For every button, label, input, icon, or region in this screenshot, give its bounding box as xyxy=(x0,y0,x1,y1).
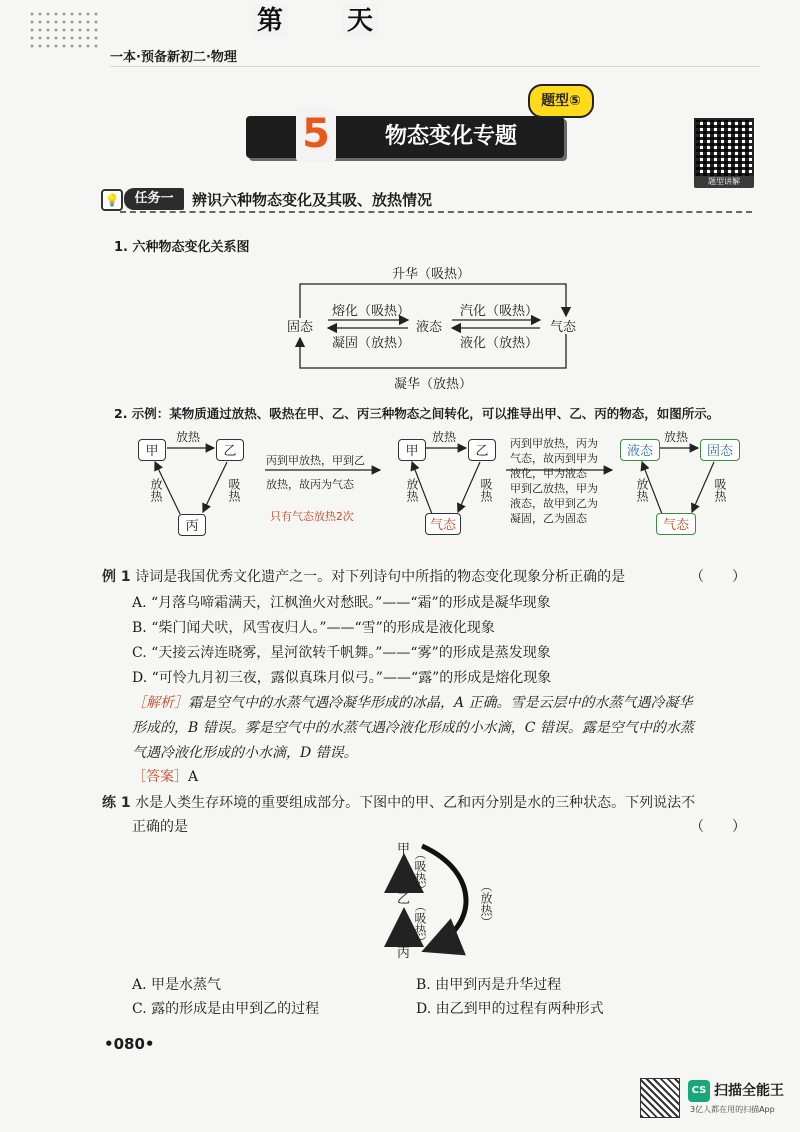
d1-node-b: 乙 xyxy=(216,439,244,461)
practice1-option-d: D. 由乙到甲的过程有两种形式 xyxy=(416,1001,604,1017)
scanner-slogan: 3亿人都在用的扫描App xyxy=(690,1105,775,1114)
fig-label-right: （放热） xyxy=(479,880,493,928)
analysis-text: 霜是空气中的水蒸气遇冷凝华形成的冰晶，A 正确。雪是云层中的水蒸气遇冷凝华 xyxy=(188,695,693,711)
note-line: 液态，故甲到乙为 xyxy=(510,497,598,510)
fig-node-top: 甲 xyxy=(397,842,411,857)
d1-right-label: 吸热 xyxy=(227,478,241,502)
d3-left-label: 放热 xyxy=(635,478,649,502)
d2-right-arrow xyxy=(458,462,480,512)
d2-node-b: 乙 xyxy=(468,439,496,461)
reasoning-note-2: 放热，故丙为气态 xyxy=(266,478,354,491)
d3-node-c: 气态 xyxy=(656,513,696,535)
day-number: 5 xyxy=(296,106,336,162)
reasoning-notes xyxy=(510,436,598,526)
d2-top-label: 放热 xyxy=(432,430,457,444)
fig-label-left-upper: （吸热） xyxy=(413,848,427,896)
example1-option-b: B. “柴门闻犬吠，风雪夜归人。”——“雪”的形成是液化现象 xyxy=(132,620,495,636)
deposition-label: 凝华（放热） xyxy=(394,377,473,392)
practice1-question: 水是人类生存环境的重要组成部分。下图中的甲、乙和丙分别是水的三种状态。下列说法不 xyxy=(135,795,696,811)
example1-option-d: D. “可怜九月初三夜，露似真珠月似弓。”——“露”的形成是熔化现象 xyxy=(132,670,552,686)
analysis-line-2: 形成的，B 错误。雾是空气中的水蒸气遇冷液化形成的小水滴，C 错误。露是空气中的水蒸 xyxy=(132,720,694,736)
type-badge: 题型⑤ xyxy=(528,84,594,118)
d2-right-label: 吸热 xyxy=(479,478,493,502)
d1-top-label: 放热 xyxy=(176,430,201,444)
scanner-logo: CS xyxy=(688,1080,710,1102)
practice1-label: 练 1 xyxy=(102,795,131,811)
answer-tag: ［答案］ xyxy=(132,769,188,785)
d1-left-label: 放热 xyxy=(149,478,163,502)
section1-heading: 1. 六种物态变化关系图 xyxy=(114,240,250,255)
task-title: 辨识六种物态变化及其吸、放热情况 xyxy=(192,191,433,209)
reasoning-note-3: 只有气态放热2次 xyxy=(270,510,354,523)
d1-node-c: 丙 xyxy=(178,514,206,536)
example1-stem xyxy=(102,566,625,586)
d3-right-label: 吸热 xyxy=(713,478,727,502)
scanner-qr-code xyxy=(640,1078,680,1118)
answer-value: A xyxy=(188,769,199,785)
d1-right-arrow xyxy=(203,462,227,512)
day-suffix: 天 xyxy=(342,4,378,38)
d3-top-label: 放热 xyxy=(664,430,689,444)
note-line: 丙到甲放热，丙为 xyxy=(510,437,598,450)
freeze-label: 凝固（放热） xyxy=(332,336,411,351)
analysis-line-3: 气遇冷液化形成的小水滴，D 错误。 xyxy=(132,745,358,761)
answer-line xyxy=(132,766,198,786)
book-header: 一本·预备新初二·物理 xyxy=(110,50,237,65)
note-line: 甲到乙放热，甲为 xyxy=(510,482,598,495)
melt-label: 熔化（吸热） xyxy=(332,304,411,319)
d2-node-c: 气态 xyxy=(425,513,461,535)
practice1-stem-2: 正确的是 xyxy=(132,819,188,835)
day-prefix: 第 xyxy=(252,4,288,38)
analysis-line-1 xyxy=(132,692,693,712)
note-line: 气态，故丙到甲为 xyxy=(510,452,598,465)
note-line: 凝固，乙为固态 xyxy=(510,512,587,525)
page-title: 物态变化专题 xyxy=(385,124,518,149)
note-line: 液化，甲为液态 xyxy=(510,467,587,480)
gas-label: 气态 xyxy=(550,320,577,335)
vaporize-label: 汽化（吸热） xyxy=(460,304,539,319)
solid-label: 固态 xyxy=(287,320,314,335)
practice1-option-b: B. 由甲到丙是升华过程 xyxy=(416,977,562,993)
d1-node-a: 甲 xyxy=(138,439,166,461)
sublimation-label: 升华（吸热） xyxy=(392,267,471,282)
fig-node-bottom: 丙 xyxy=(397,946,411,961)
liquid-label: 液态 xyxy=(416,320,443,335)
task-tag: 任务一 xyxy=(124,188,184,210)
lightbulb-icon: 💡 xyxy=(101,189,123,211)
example1-question: 诗词是我国优秀文化遗产之一。对下列诗句中所指的物态变化现象分析正确的是 xyxy=(135,569,626,585)
example1-label: 例 1 xyxy=(102,569,131,585)
fig-node-mid: 乙 xyxy=(397,892,411,907)
section2-heading: 2. 示例：某物质通过放热、吸热在甲、乙、丙三种物态之间转化，可以推导出甲、乙、丙的物态，如图所示。 xyxy=(114,406,720,421)
reasoning-note-1: 丙到甲放热，甲到乙 xyxy=(266,454,365,467)
example1-bracket: （ ） xyxy=(690,569,746,585)
analysis-tag: ［解析］ xyxy=(132,695,188,711)
d2-left-label: 放热 xyxy=(405,478,419,502)
practice1-stem-1 xyxy=(102,792,695,812)
d3-node-a: 液态 xyxy=(620,439,660,461)
liquefy-label: 液化（放热） xyxy=(460,336,539,351)
page-number: •080• xyxy=(104,1035,155,1053)
d3-right-arrow xyxy=(692,462,714,512)
example1-option-c: C. “天接云涛连晓雾，星河欲转千帆舞。”——“雾”的形成是蒸发现象 xyxy=(132,645,551,661)
d3-node-b: 固态 xyxy=(700,439,740,461)
practice1-option-c: C. 露的形成是由甲到乙的过程 xyxy=(132,1001,320,1017)
scanner-name: 扫描全能王 xyxy=(714,1083,784,1099)
practice1-bracket: （ ） xyxy=(690,819,746,835)
example1-option-a: A. “月落乌啼霜满天，江枫渔火对愁眠。”——“霜”的形成是凝华现象 xyxy=(132,595,551,611)
d2-node-a: 甲 xyxy=(398,439,426,461)
practice1-option-a: A. 甲是水蒸气 xyxy=(132,977,222,993)
qr-label: 题型讲解 xyxy=(694,176,754,188)
fig-label-left-lower: （吸热） xyxy=(413,900,427,948)
